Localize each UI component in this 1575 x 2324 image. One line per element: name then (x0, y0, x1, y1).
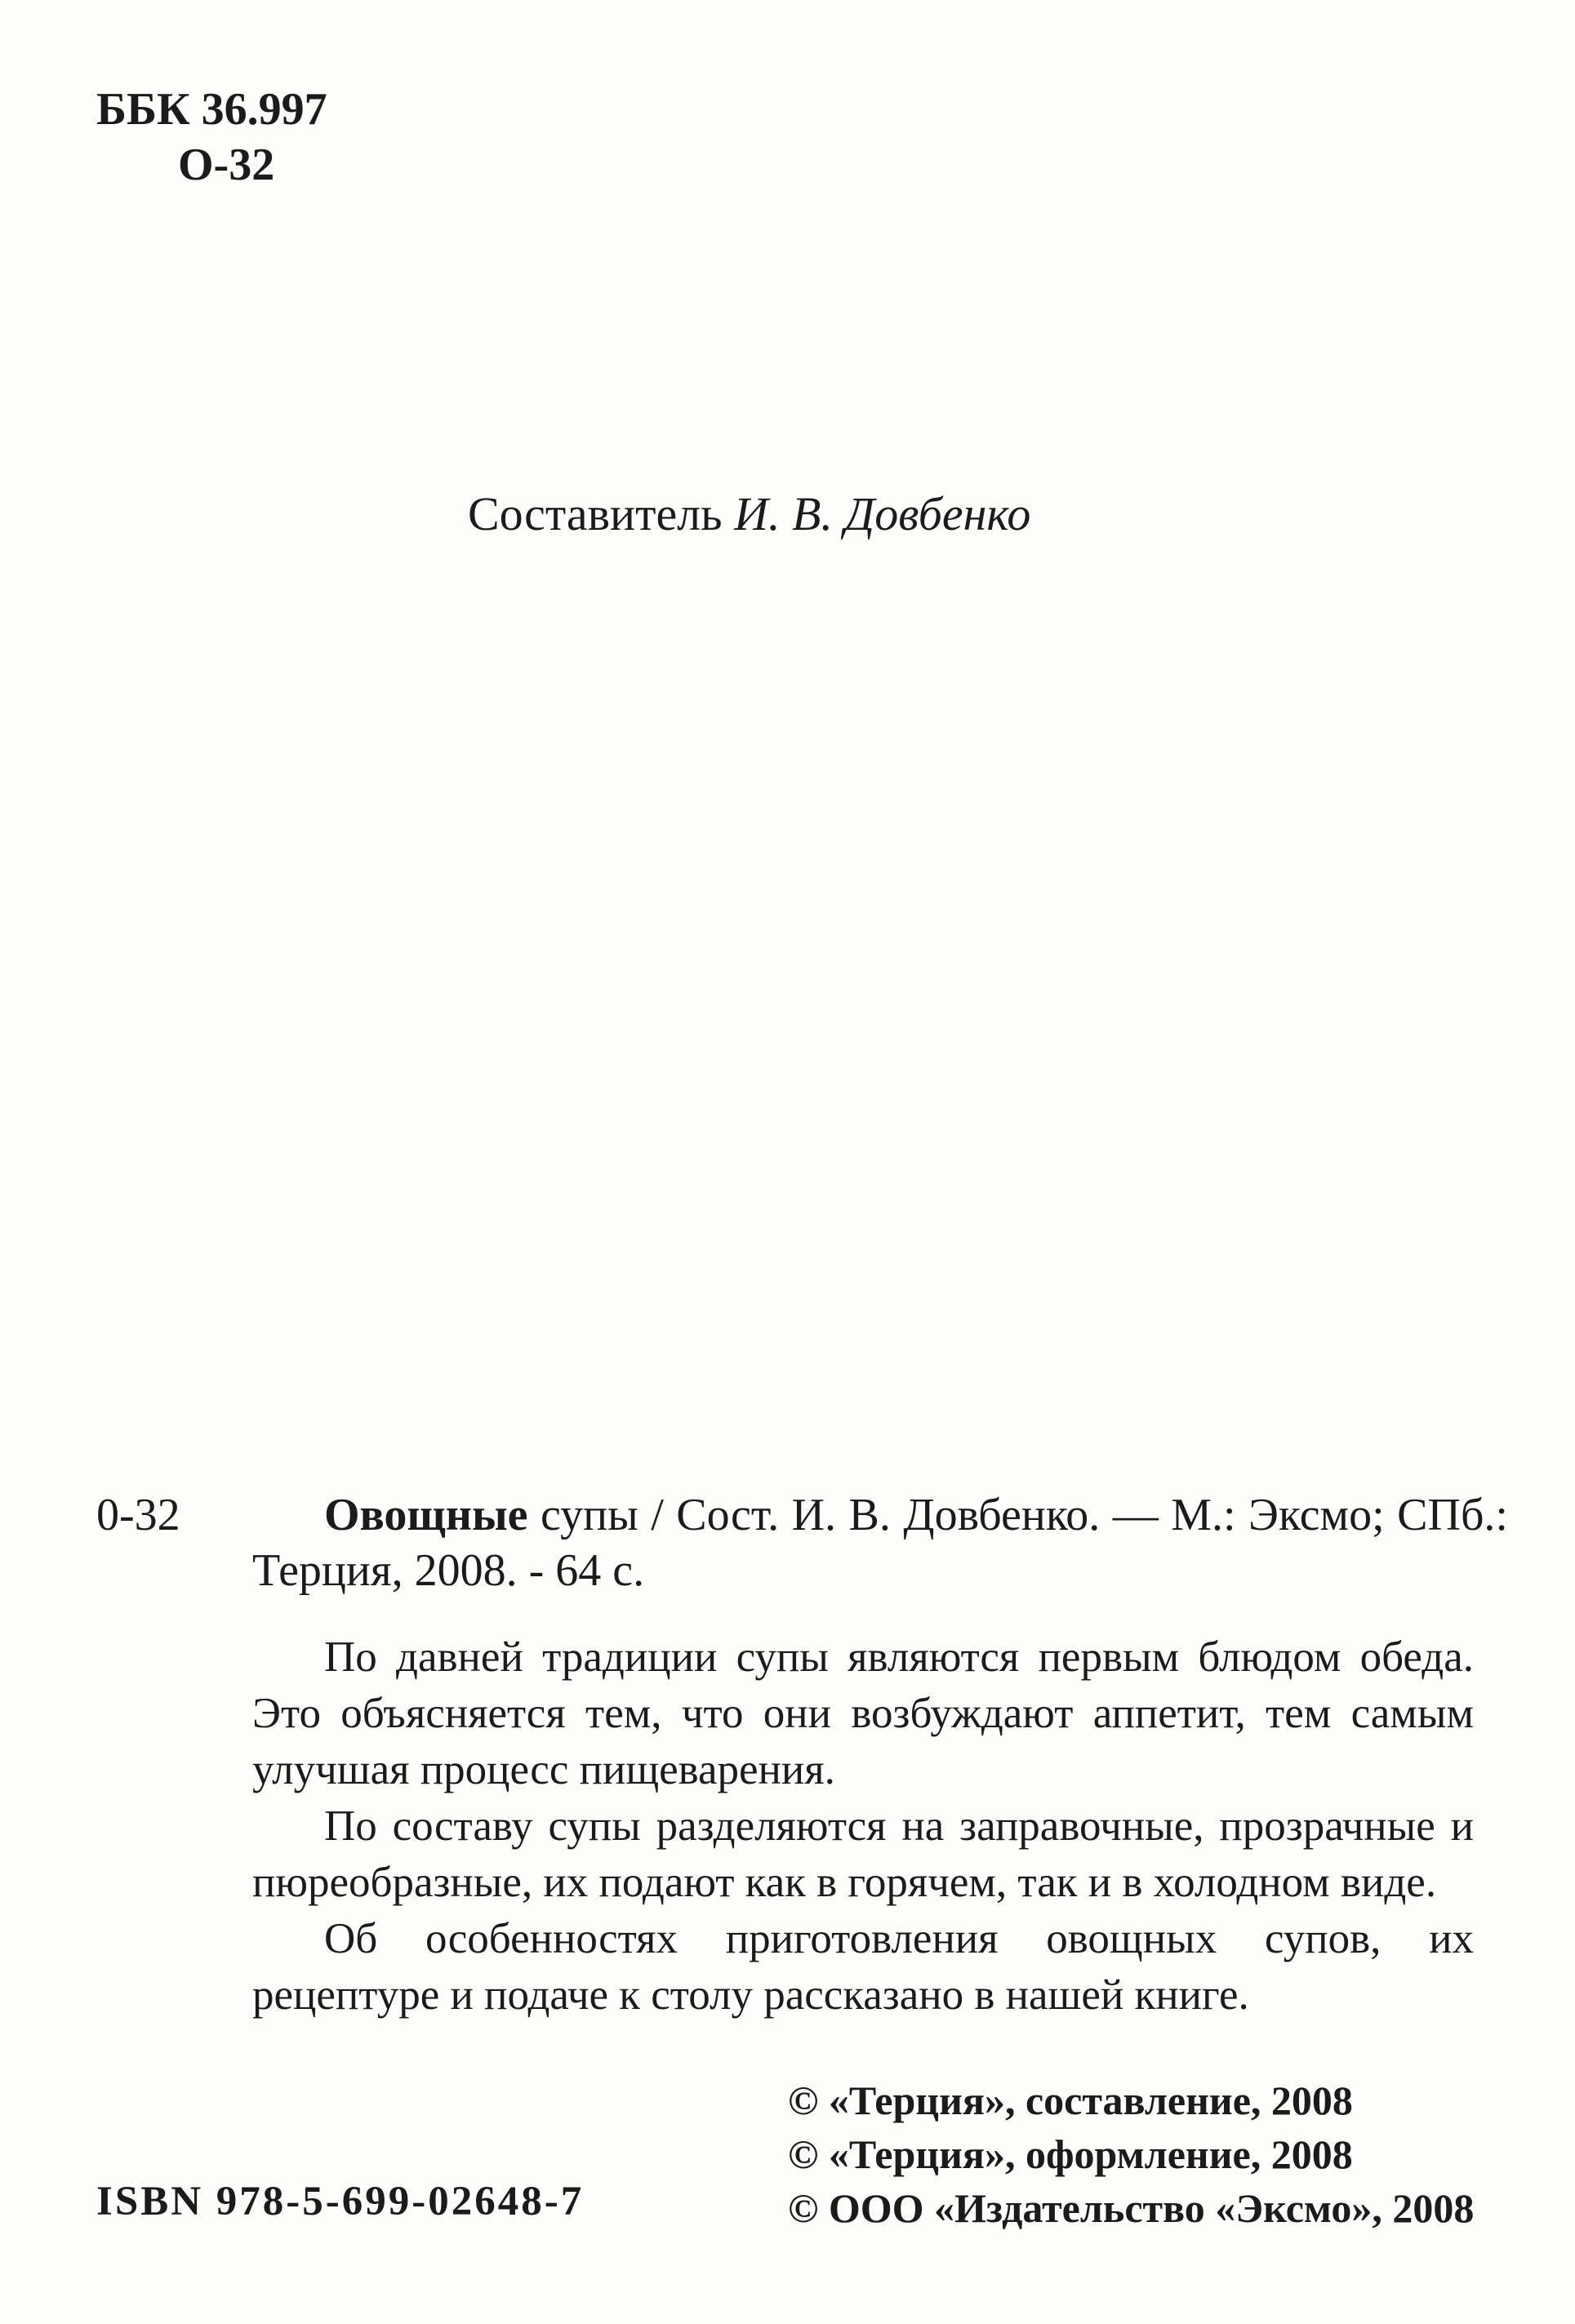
copyright-line-2: © «Терция», оформление, 2008 (788, 2131, 1353, 2177)
compiler-prefix: Составитель (468, 487, 735, 540)
isbn: ISBN 978-5-699-02648-7 (96, 2179, 585, 2224)
compiler-line (468, 487, 1030, 541)
author-sign-code: О-32 (178, 140, 275, 190)
copyright-block (788, 2073, 1474, 2235)
catalog-entry-block (96, 1487, 1509, 1598)
annotation-paragraph-2: По составу супы разделяются на заправочные, прозрачные и пюреобразные, их подают как в горячем, так и в холодном виде. (252, 1802, 1474, 1906)
bbk-classification (96, 82, 327, 193)
catalog-index: 0-32 (96, 1490, 180, 1540)
catalog-entry-rest: супы / Сост. И. В. Довбенко. — М.: Эксмо; СПб.: Терция, 2008. - 64 с. (252, 1490, 1508, 1596)
book-title: Овощные (324, 1490, 528, 1540)
copyright-line-3: © ООО «Издательство «Эксмо», 2008 (788, 2185, 1475, 2231)
copyright-line-1: © «Терция», составление, 2008 (788, 2077, 1353, 2123)
annotation-paragraph-3: Об особенностях приготовления овощных супов, их рецептуре и подаче к столу рассказано в нашей книге. (252, 1915, 1474, 2019)
compiler-name: И. В. Довбенко (734, 487, 1031, 540)
bbk-code: ББК 36.997 (96, 84, 327, 135)
catalog-entry (252, 1487, 1508, 1598)
annotation-block (252, 1629, 1474, 2024)
annotation-paragraph-1: По давней традиции супы являются первым блюдом обеда. Это объясняется тем, что они возбуждают аппетит, тем самым улучшая процесс пищеварения. (252, 1633, 1474, 1793)
